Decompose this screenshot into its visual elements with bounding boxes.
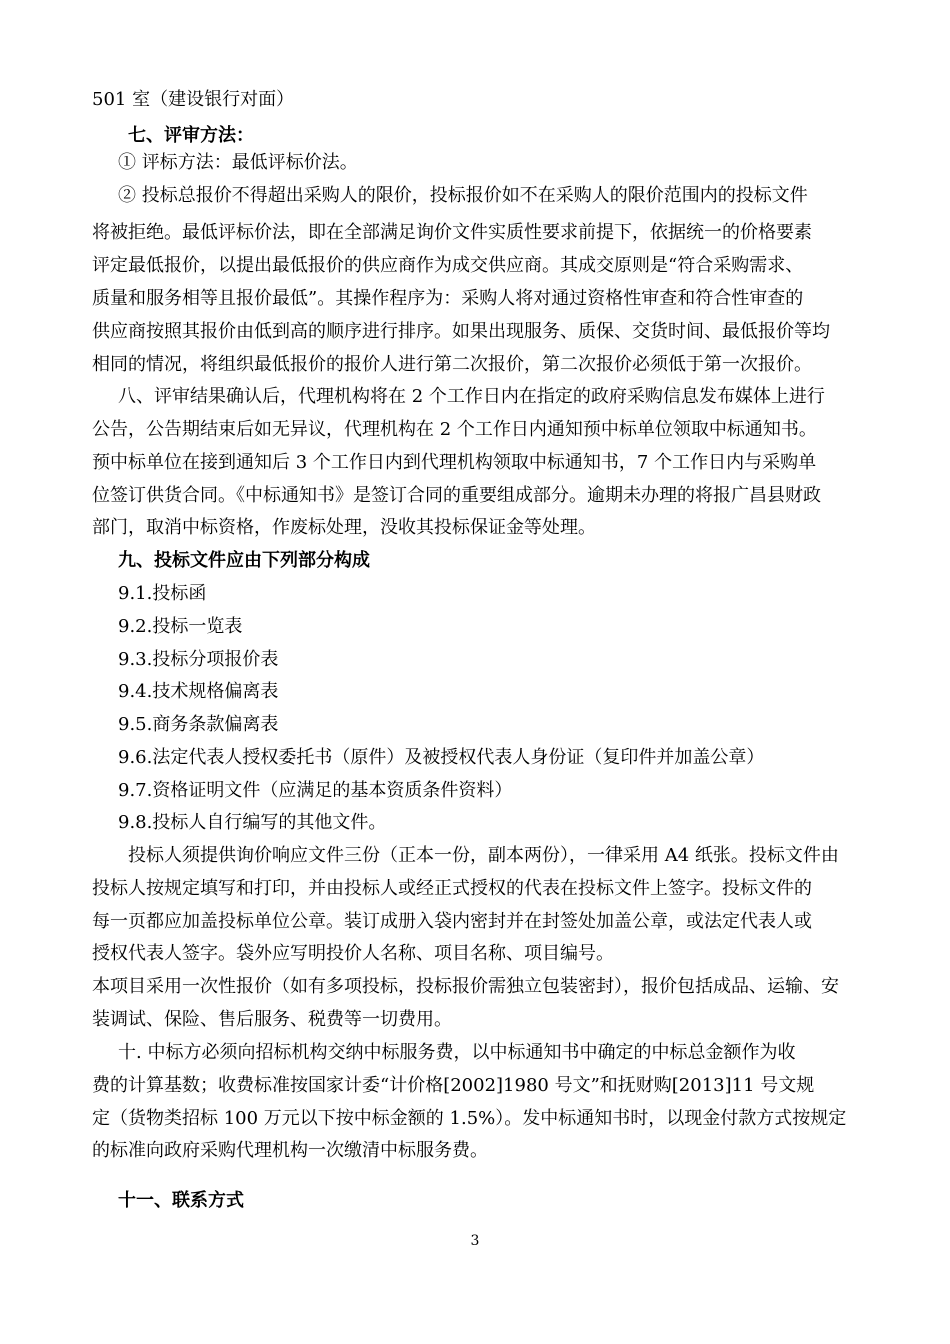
list-item: 9.1.投标函: [118, 583, 207, 604]
list-item: 9.6.法定代表人授权委托书（原件）及被授权代表人身份证（复印件并加盖公章）: [118, 747, 765, 768]
text-line: 供应商按照其报价由低到高的顺序进行排序。如果出现服务、质保、交货时间、最低报价等均: [92, 321, 830, 342]
list-item: 9.8.投标人自行编写的其他文件。: [118, 812, 387, 833]
text-line: 预中标单位在接到通知后 3 个工作日内到代理机构领取中标通知书，7 个工作日内与采购单: [92, 452, 817, 473]
text-line: ② 投标总报价不得超出采购人的限价，投标报价如不在采购人的限价范围内的投标文件: [118, 185, 808, 206]
text-line: 相同的情况，将组织最低报价的报价人进行第二次报价，第二次报价必须低于第一次报价。: [92, 354, 812, 375]
text-line: 质量和服务相等且报价最低”。其操作程序为：采购人将对通过资格性审查和符合性审查的: [92, 288, 804, 309]
text-line: 的标准向政府采购代理机构一次缴清中标服务费。: [92, 1140, 488, 1161]
text-line: 投标人按规定填写和打印，并由投标人或经正式授权的代表在投标文件上签字。投标文件的: [92, 878, 812, 899]
list-item: 9.5.商务条款偏离表: [118, 714, 279, 735]
text-line: 投标人须提供询价响应文件三份（正本一份，副本两份），一律采用 A4 纸张。投标文件由: [128, 845, 839, 866]
list-item: 9.7.资格证明文件（应满足的基本资质条件资料）: [118, 780, 513, 801]
page-number: 3: [470, 1233, 480, 1249]
text-line: ① 评标方法：最低评标价法。: [118, 152, 358, 173]
list-item: 9.2.投标一览表: [118, 616, 243, 637]
text-line: 装调试、保险、售后服务、税费等一切费用。: [92, 1009, 452, 1030]
section-heading: 十一、联系方式: [118, 1190, 244, 1211]
section-heading: 九、投标文件应由下列部分构成: [118, 550, 370, 571]
list-item: 9.4.技术规格偏离表: [118, 681, 279, 702]
text-line: 授权代表人签字。袋外应写明投价人名称、项目名称、项目编号。: [92, 943, 614, 964]
text-line: 本项目采用一次性报价（如有多项投标，投标报价需独立包装密封），报价包括成品、运输、安: [92, 976, 839, 997]
section-heading: 十. 中标方必须向招标机构交纳中标服务费，以中标通知书中确定的中标总金额作为收: [118, 1042, 796, 1063]
section-heading: 七、评审方法：: [128, 125, 254, 146]
text-line: 部门，取消中标资格，作废标处理，没收其投标保证金等处理。: [92, 517, 596, 538]
section-heading: 八、评审结果确认后，代理机构将在 2 个工作日内在指定的政府采购信息发布媒体上进行: [118, 386, 825, 407]
text-line: 501 室（建设银行对面）: [92, 89, 295, 110]
text-line: 公告，公告期结束后如无异议，代理机构在 2 个工作日内通知预中标单位领取中标通知书。: [92, 419, 817, 440]
text-line: 将被拒绝。最低评标价法，即在全部满足询价文件实质性要求前提下，依据统一的价格要素: [92, 222, 812, 243]
text-line: 定（货物类招标 100 万元以下按中标金额的 1.5%）。发中标通知书时，以现金付款方式按规定: [92, 1108, 847, 1129]
list-item: 9.3.投标分项报价表: [118, 649, 279, 670]
text-line: 每一页都应加盖投标单位公章。装订成册入袋内密封并在封签处加盖公章，或法定代表人或: [92, 911, 812, 932]
text-line: 评定最低报价，以提出最低报价的供应商作为成交供应商。其成交原则是“符合采购需求、: [92, 255, 804, 276]
text-line: 费的计算基数；收费标准按国家计委“计价格[2002]1980 号文”和抚财购[2013]11 号文规: [92, 1075, 815, 1096]
text-line: 位签订供货合同。《中标通知书》是签订合同的重要组成部分。逾期未办理的将报广昌县财政: [92, 485, 821, 506]
